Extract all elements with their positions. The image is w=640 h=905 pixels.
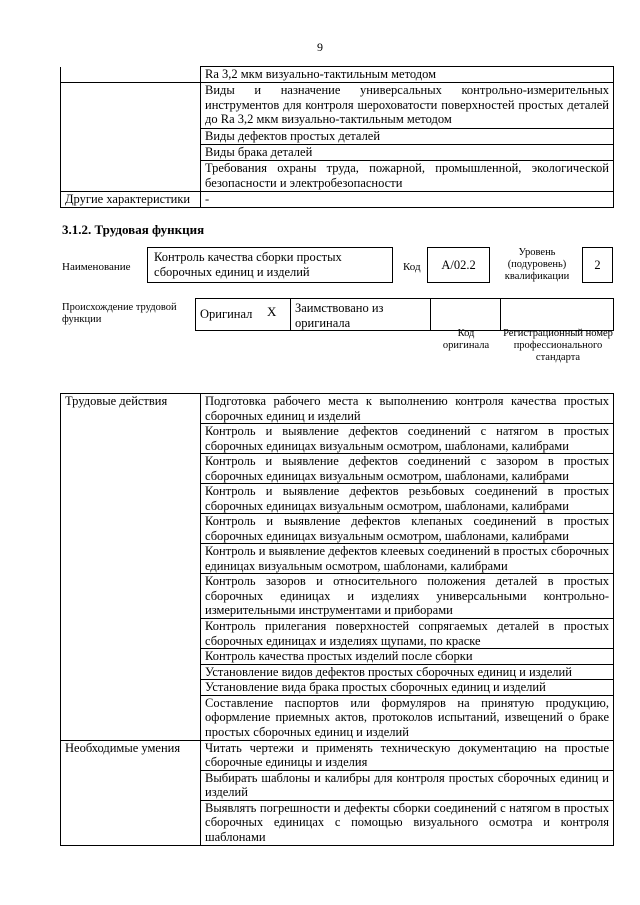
labor-action-item: Подготовка рабочего места к выполнению контроля качества простых сборочных единиц и изделий [201, 394, 614, 424]
original-mark: X [254, 299, 291, 331]
table-row [61, 770, 614, 800]
table-row [61, 664, 614, 680]
skill-item: Выявлять погрешности и дефекты сборки соединений с натягом в простых сборочных единицах с помощью визуального осмотра и контроля шаблонами [201, 800, 614, 845]
labor-action-item: Контроль зазоров и относительного положения деталей в простых сборочных единицах и изделиях универсальными контрольно-измерительными инструментами и приборами [201, 574, 614, 619]
labor-action-item: Контроль и выявление дефектов соединений с зазором в простых сборочных единицах визуальным осмотром, шаблонами, калибрами [201, 454, 614, 484]
function-name-value: Контроль качества сборки простых сборочных единиц и изделий [154, 250, 342, 279]
table-row [61, 649, 614, 665]
labor-actions-label: Трудовые действия [61, 394, 201, 424]
table-row [61, 454, 614, 484]
main-table [60, 393, 614, 846]
level-value: 2 [594, 258, 601, 272]
labor-action-item: Установление видов дефектов простых сборочных единиц и изделий [201, 664, 614, 680]
code-value: А/02.2 [441, 258, 476, 272]
section-heading: 3.1.2. Трудовая функция [62, 222, 205, 237]
labor-action-item: Установление вида брака простых сборочных единиц и изделий [201, 680, 614, 696]
reg-num-cell [501, 299, 614, 331]
code-label: Код [403, 261, 421, 273]
borrowed-label: Заимствовано из оригинала [291, 299, 431, 331]
labor-action-item: Составление паспортов или формуляров на принятую продукцию, оформление приемных актов, протоколов испытаний, извещений о браке простых сборочных единиц и изделий [201, 695, 614, 740]
orig-code-cell [431, 299, 501, 331]
knowledge-item: Требования охраны труда, пожарной, промышленной, экологической безопасности и электробезопасности [201, 161, 614, 192]
table-row [61, 619, 614, 649]
table-row [61, 740, 614, 770]
level-label: Уровень (подуровень) квалификации [504, 247, 570, 282]
required-skills-label: Необходимые умения [61, 740, 201, 770]
table-row [61, 424, 614, 454]
table-row [61, 800, 614, 845]
table-row [61, 484, 614, 514]
function-name-box [147, 247, 393, 283]
knowledge-item: Виды брака деталей [201, 145, 614, 161]
table-row [61, 145, 614, 161]
table-row [61, 514, 614, 544]
origin-label: Происхождение трудовой функции [62, 302, 177, 325]
table-row [61, 161, 614, 192]
original-label: Оригинал [196, 299, 254, 331]
labor-action-item: Контроль и выявление дефектов соединений с натягом в простых сборочных единицах визуальным осмотром, шаблонами, калибрами [201, 424, 614, 454]
labor-action-item: Контроль прилегания поверхностей сопрягаемых деталей в простых сборочных единицах и изделиях щупами, по краске [201, 619, 614, 649]
skill-item: Читать чертежи и применять техническую документацию на простые сборочные единицы и изделия [201, 740, 614, 770]
name-label: Наименование [62, 261, 131, 273]
orig-code-label: Код оригинала [442, 328, 490, 351]
labor-action-item: Контроль и выявление дефектов клепаных соединений в простых сборочных единицах визуальным осмотром, шаблонами, калибрами [201, 514, 614, 544]
other-characteristics-label: Другие характеристики [61, 192, 201, 208]
table-row [61, 83, 614, 129]
page-number: 9 [317, 40, 323, 54]
table-row [61, 680, 614, 696]
top-table [60, 66, 614, 208]
knowledge-item: Виды и назначение универсальных контрольно-измерительных инструментов для контроля шероховатости поверхностей простых деталей до Ra 3,2 мкм визуально-тактильным методом [201, 83, 614, 129]
table-row [61, 192, 614, 208]
table-row [61, 129, 614, 145]
knowledge-item: Ra 3,2 мкм визуально-тактильным методом [201, 67, 614, 83]
labor-action-item: Контроль и выявление дефектов клеевых соединений в простых сборочных единицах визуальным осмотром, шаблонами, калибрами [201, 544, 614, 574]
code-box [427, 247, 490, 283]
knowledge-item: Виды дефектов простых деталей [201, 129, 614, 145]
labor-action-item: Контроль качества простых изделий после сборки [201, 649, 614, 665]
table-row [61, 544, 614, 574]
labor-action-item: Контроль и выявление дефектов резьбовых соединений в простых сборочных единицах визуальным осмотром, шаблонами, калибрами [201, 484, 614, 514]
skill-item: Выбирать шаблоны и калибры для контроля простых сборочных единиц и изделий [201, 770, 614, 800]
table-row [61, 695, 614, 740]
table-row [61, 67, 614, 83]
table-row [61, 574, 614, 619]
origin-table [195, 298, 614, 331]
reg-num-label: Регистрационный номер профессионального стандарта [503, 328, 613, 363]
level-box [582, 247, 613, 283]
other-characteristics-value: - [201, 192, 614, 208]
table-row [61, 394, 614, 424]
table-row [196, 299, 614, 331]
